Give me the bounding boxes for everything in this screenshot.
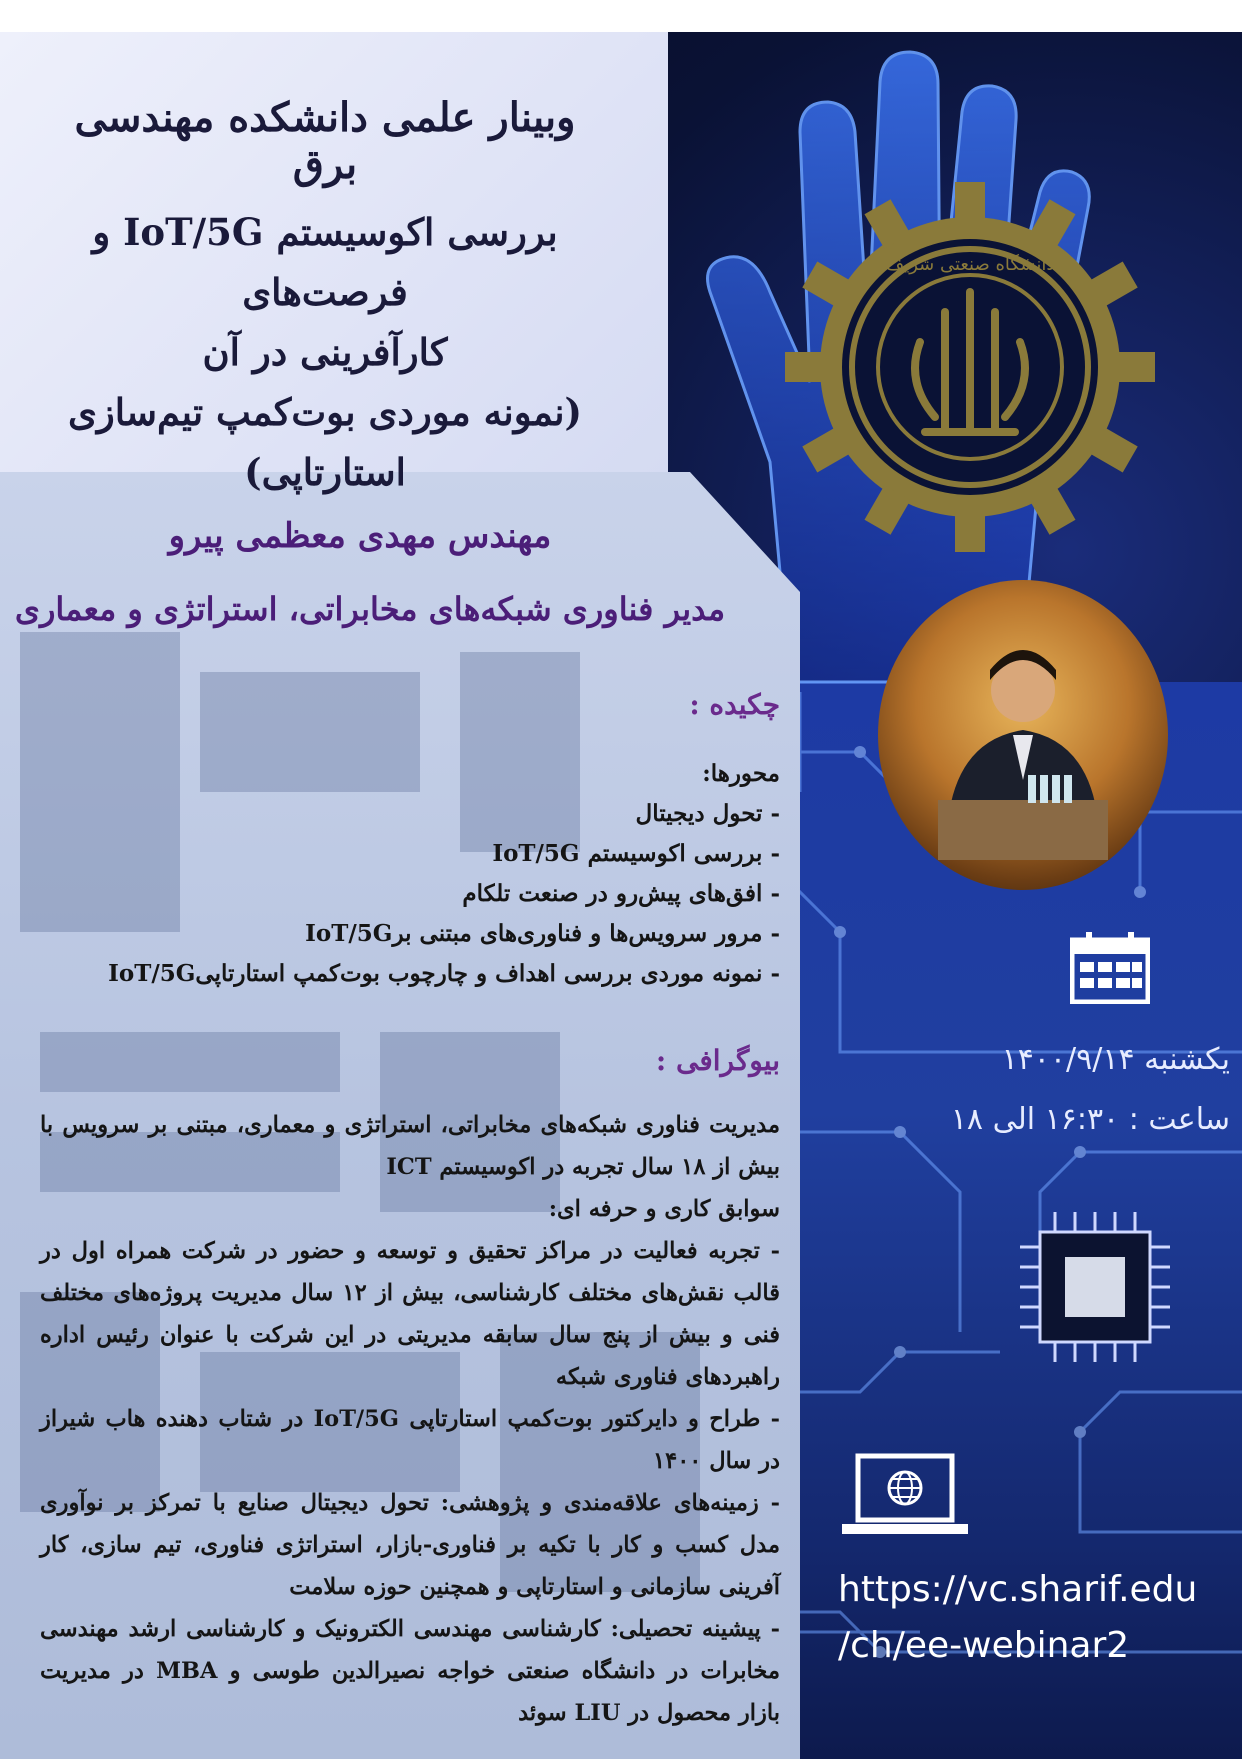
speaker-name: مهندس مهدی معظمی پیرو [168, 516, 552, 556]
talk-title-line: (نمونه موردی بوت‌کمپ تیم‌سازی استارتاپی) [67, 390, 583, 494]
webinar-title: وبینار علمی دانشکده مهندسی برق [74, 94, 576, 188]
abstract-heading: چکیده : [689, 688, 780, 721]
webinar-url-line[interactable]: /ch/ee-webinar2 [838, 1625, 1130, 1666]
topic-item: - بررسی اکوسیستم IoT/5G [492, 840, 780, 867]
laptop-globe-icon [840, 1452, 970, 1542]
processor-chip-graphic [1020, 1212, 1170, 1362]
bio-paragraph: - پیشینه تحصیلی: کارشناسی مهندسی الکترونیک و کارشناسی ارشد مهندسی مخابرات در دانشگاه صنعتی خواجه نصیرالدین طوسی و MBA در مدیریت بازار محصول در LIU سوئد [40, 1616, 780, 1726]
biography-heading: بیوگرافی : [655, 1044, 780, 1077]
webinar-url[interactable] [838, 1562, 1238, 1674]
event-time: ساعت : ۱۶:۳۰ الی ۱۸ [950, 1102, 1230, 1137]
talk-title-line: کارآفرینی در آن [202, 330, 448, 374]
speaker-role: مدیر فناوری شبکه‌های مخابراتی، استراتژی و معماری [14, 590, 726, 628]
speaker-photo [878, 580, 1168, 890]
bio-paragraph: - طراح و دایرکتور بوت‌کمپ استارتاپی IoT/5G در شتاب دهنده هاب شیراز در سال ۱۴۰۰ [40, 1406, 780, 1474]
bio-paragraph: سوابق کاری و حرفه ای: [548, 1196, 780, 1222]
calendar-icon [1070, 932, 1150, 1004]
talk-title [20, 202, 630, 502]
top-bar [0, 0, 1242, 33]
bio-paragraph: - تجربه فعالیت در مراکز تحقیق و توسعه و حضور در شرکت همراه اول در قالب نقش‌های مختلف کارشناسی، بیش از ۱۲ سال مدیریت پروژه‌های مختلف فنی و بیش از پنج سال سابقه مدیریتی در این شرکت با عنوان رئیس اداره راهبردهای فناوری شبکه [40, 1238, 781, 1390]
webinar-url-line[interactable]: https://vc.sharif.edu [838, 1569, 1198, 1610]
bio-paragraph: - زمینه‌های علاقه‌مندی و پژوهشی: تحول دیجیتال صنایع با تمرکز بر نوآوری مدل کسب و کار با تکیه بر فناوری-بازار، استراتژی فناوری، تیم سازی، کار آفرینی سازمانی و استارتاپی و همچنین حوزه سلامت [40, 1490, 780, 1600]
event-date: یکشنبه ۱۴۰۰/۹/۱۴ [1001, 1042, 1230, 1077]
logo-text: دانشگاه صنعتی شریف [885, 254, 1055, 275]
topic-item: - مرور سرویس‌ها و فناوری‌های مبتنی برIoT/5G [305, 920, 780, 947]
bio-paragraph: مدیریت فناوری شبکه‌های مخابراتی، استراتژی و معماری، مبتنی بر سرویس با بیش از ۱۸ سال تجربه در اکوسیستم ICT [40, 1112, 780, 1180]
biography-text [40, 1104, 780, 1734]
speaker-silhouette [878, 580, 1168, 890]
university-logo [785, 182, 1155, 552]
abstract-topics [60, 754, 780, 994]
webinar-poster [0, 32, 1242, 1759]
topics-intro: محورها: [702, 760, 780, 787]
topic-item: - تحول دیجیتال [635, 800, 780, 827]
topic-item: - افق‌های پیش‌رو در صنعت تلکام [462, 880, 780, 907]
talk-title-line: بررسی اکوسیستم IoT/5G و فرصت‌های [92, 210, 558, 314]
topic-item: - نمونه موردی بررسی اهداف و چارچوب بوت‌کمپ استارتاپیIoT/5G [108, 960, 780, 987]
